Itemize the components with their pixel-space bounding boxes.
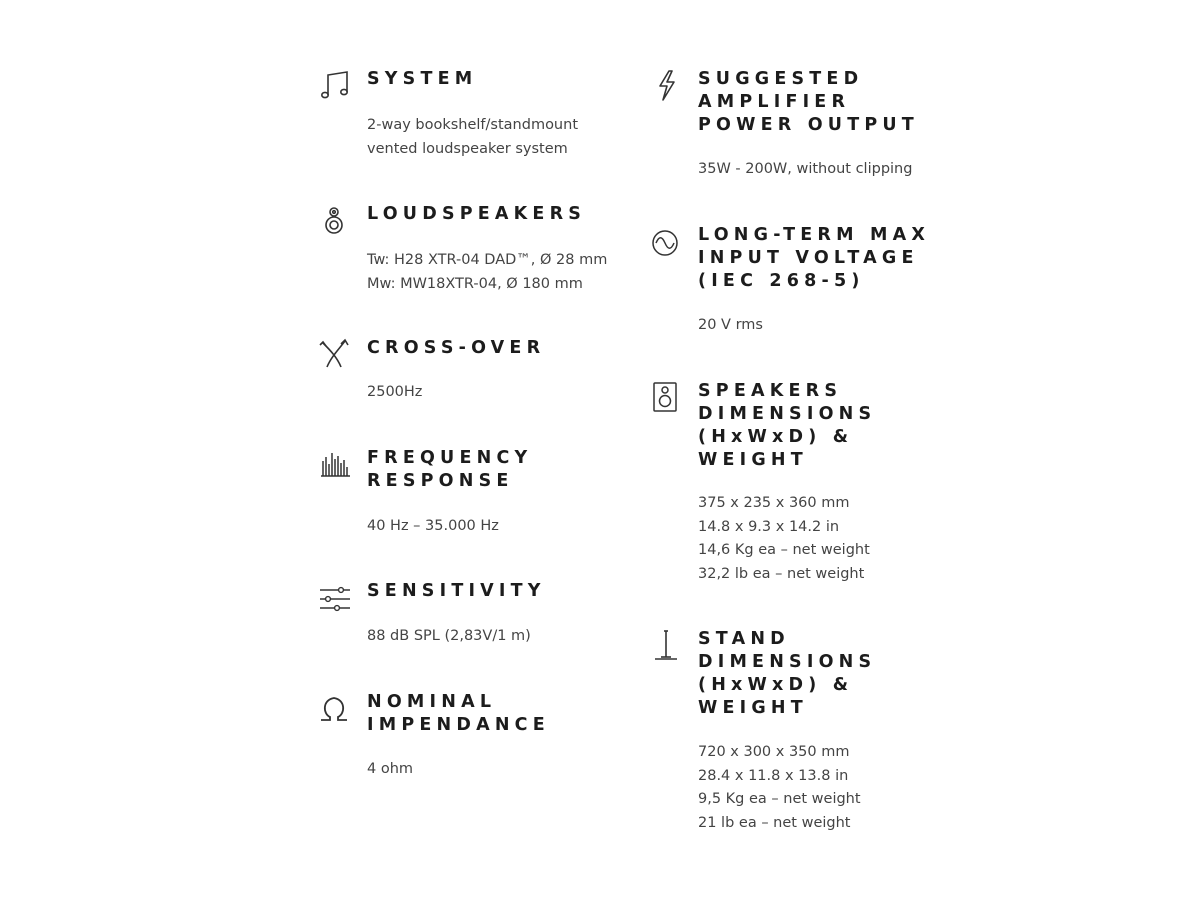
sliders-icon — [319, 580, 353, 614]
music-note-icon — [319, 68, 353, 102]
spec-values: 20 V rms — [698, 317, 763, 333]
spec-title: SYSTEM — [367, 69, 478, 89]
spec-title: LOUDSPEAKERS — [367, 204, 587, 224]
lightning-icon — [650, 68, 684, 102]
spec-title: LONG-TERM MAX INPUT VOLTAGE (IEC 268-5) — [698, 225, 931, 291]
spec-title: SENSITIVITY — [367, 581, 546, 601]
spec-values: 4 ohm — [367, 761, 414, 777]
sine-wave-icon — [650, 224, 684, 258]
spec-title: CROSS-OVER — [367, 338, 546, 358]
crossover-arrows-icon — [319, 337, 353, 371]
spec-values: 375 x 235 x 360 mm 14.8 x 9.3 x 14.2 in 14,6 Kg ea – net weight 32,2 lb ea – net weight — [698, 495, 870, 582]
spec-values: 720 x 300 x 350 mm 28.4 x 11.8 x 13.8 in 9,5 Kg ea – net weight 21 lb ea – net weight — [698, 744, 861, 831]
speaker-icon — [319, 203, 353, 237]
spec-values: 2500Hz — [367, 384, 423, 400]
spec-values: 35W - 200W, without clipping — [698, 161, 913, 177]
spec-values: Tw: H28 XTR-04 DAD™, Ø 28 mm Mw: MW18XTR-04, Ø 180 mm — [367, 252, 608, 292]
omega-icon — [319, 691, 353, 725]
equalizer-bars-icon — [319, 447, 353, 481]
stand-icon — [650, 628, 684, 662]
spec-title: NOMINAL IMPENDANCE — [367, 692, 550, 735]
spec-title: SPEAKERS DIMENSIONS (HxWxD) & WEIGHT — [698, 381, 877, 470]
spec-title: FREQUENCY RESPONSE — [367, 448, 533, 491]
spec-values: 40 Hz – 35.000 Hz — [367, 518, 499, 534]
spec-values: 88 dB SPL (2,83V/1 m) — [367, 628, 531, 644]
speaker-box-icon — [650, 380, 684, 414]
spec-title: STAND DIMENSIONS (HxWxD) & WEIGHT — [698, 629, 877, 718]
spec-values: 2-way bookshelf/standmount vented loudspeaker system — [367, 117, 579, 157]
spec-title: SUGGESTED AMPLIFIER POWER OUTPUT — [698, 69, 919, 135]
